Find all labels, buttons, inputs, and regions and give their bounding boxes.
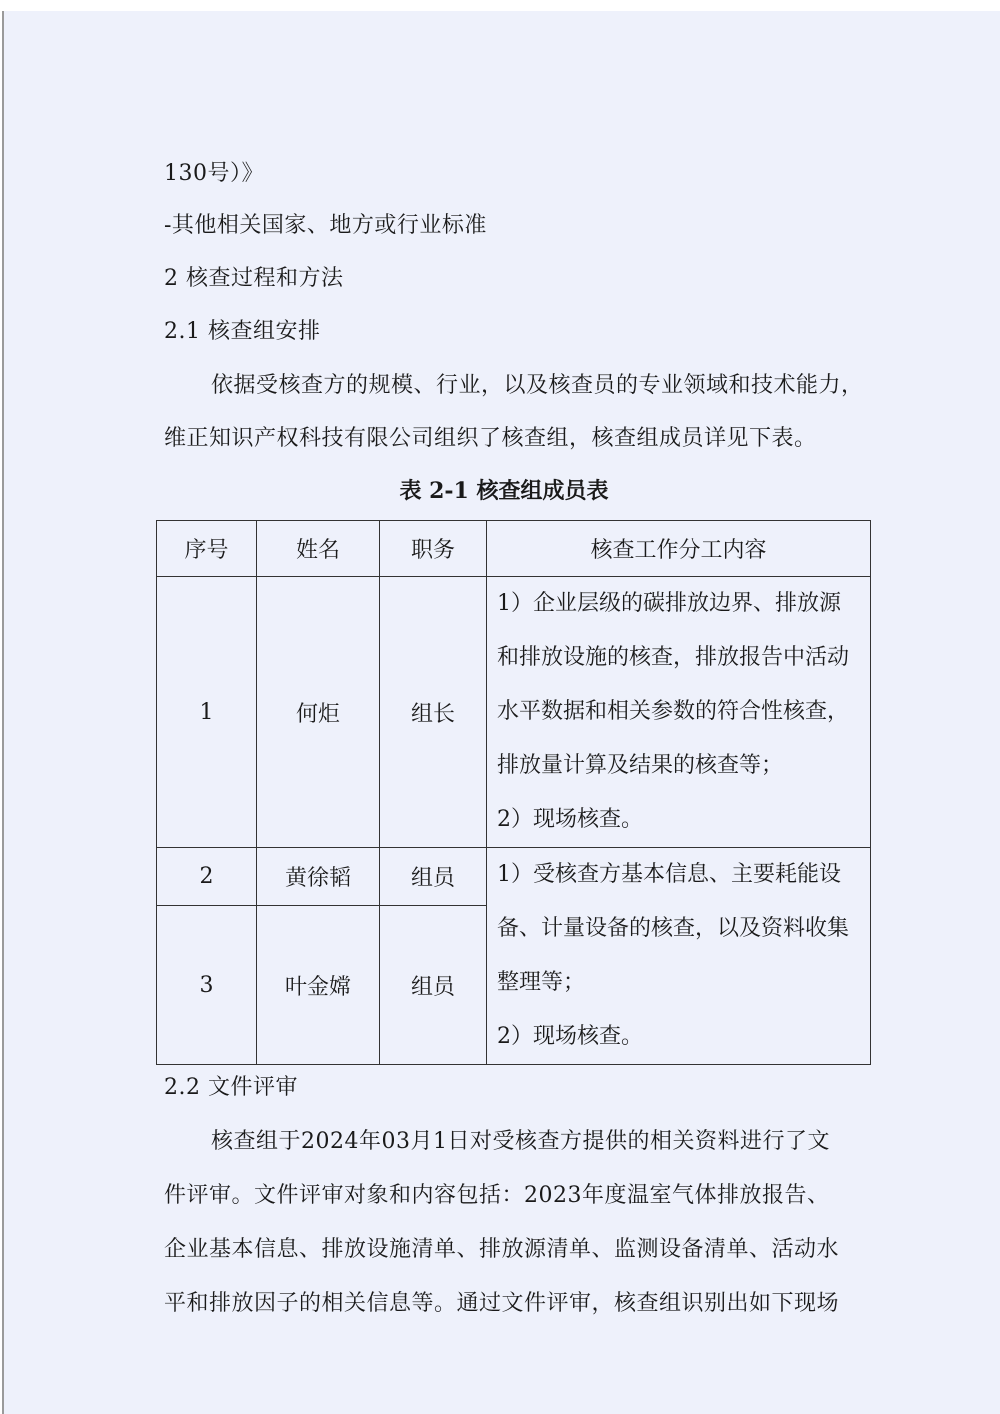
cell-name: 叶金嫦 xyxy=(257,906,380,1065)
text-line: 130号）》 xyxy=(164,161,264,186)
table-row xyxy=(157,848,871,906)
duty-line: 备、计量设备的核查，以及资料收集 xyxy=(497,916,850,941)
duty-line: 整理等； xyxy=(497,970,586,995)
paragraph-line: 平和排放因子的相关信息等。通过文件评审，核查组识别出如下现场 xyxy=(164,1291,840,1316)
paragraph-line: 件评审。文件评审对象和内容包括：2023年度温室气体排放报告、 xyxy=(164,1183,830,1208)
table-row xyxy=(157,577,871,848)
members-table xyxy=(156,520,871,1065)
cell-name: 黄徐韬 xyxy=(257,848,380,906)
table-caption: 表 2-1 核查组成员表 xyxy=(399,478,609,504)
document-page xyxy=(2,11,1000,1414)
header-cell: 职务 xyxy=(380,521,487,577)
duty-line: 和排放设施的核查，排放报告中活动 xyxy=(497,645,850,670)
paragraph-line: 核查组于2024年03月1日对受核查方提供的相关资料进行了文 xyxy=(211,1129,830,1154)
header-cell: 核查工作分工内容 xyxy=(487,521,871,577)
duty-line: 2）现场核查。 xyxy=(497,1024,643,1049)
cell-no: 2 xyxy=(157,848,257,906)
cell-role: 组员 xyxy=(380,906,487,1065)
duty-line: 水平数据和相关参数的符合性核查， xyxy=(497,699,850,724)
duty-line: 1）受核查方基本信息、主要耗能设 xyxy=(497,862,841,887)
cell-name: 何炬 xyxy=(257,577,380,848)
cell-duty-shared xyxy=(487,848,871,1065)
duty-line: 1）企业层级的碳排放边界、排放源 xyxy=(497,591,841,616)
cell-role: 组员 xyxy=(380,848,487,906)
cell-no: 1 xyxy=(157,577,257,848)
paragraph-line: 依据受核查方的规模、行业，以及核查员的专业领域和技术能力， xyxy=(211,373,864,398)
header-cell: 姓名 xyxy=(257,521,380,577)
table-header-row xyxy=(157,521,871,577)
duty-line: 排放量计算及结果的核查等； xyxy=(497,753,784,778)
cell-duty xyxy=(487,577,871,848)
section-heading-2-1: 2.1 核查组安排 xyxy=(164,319,321,344)
section-heading-2: 2 核查过程和方法 xyxy=(164,266,344,291)
section-heading-2-2: 2.2 文件评审 xyxy=(164,1075,298,1100)
text-line: -其他相关国家、地方或行业标准 xyxy=(164,213,487,238)
cell-no: 3 xyxy=(157,906,257,1065)
paragraph-line: 维正知识产权科技有限公司组织了核查组，核查组成员详见下表。 xyxy=(164,426,817,451)
paragraph-line: 企业基本信息、排放设施清单、排放源清单、监测设备清单、活动水 xyxy=(164,1237,840,1262)
duty-line: 2）现场核查。 xyxy=(497,807,643,832)
header-cell: 序号 xyxy=(157,521,257,577)
cell-role: 组长 xyxy=(380,577,487,848)
